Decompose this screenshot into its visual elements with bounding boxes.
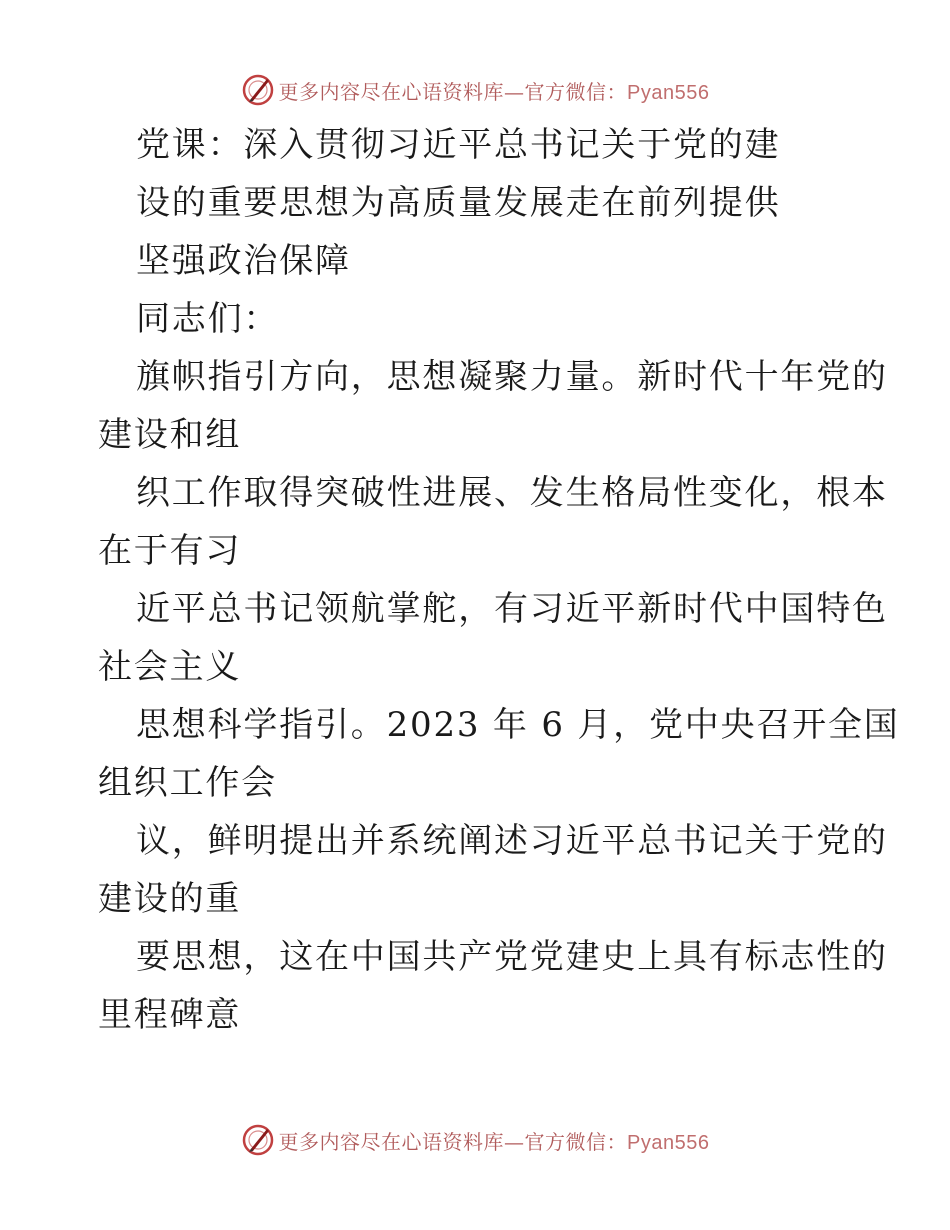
greeting: 同志们： bbox=[136, 299, 280, 339]
banner-text: 更多内容尽在心语资料库—官方微信： bbox=[278, 79, 628, 104]
document-title-line: 坚强政治保障 bbox=[136, 241, 351, 281]
banner-wechat-id: Pyan556 bbox=[627, 1131, 710, 1154]
paragraph-line: 织工作取得突破性进展、发生格局性变化，根本 bbox=[136, 473, 888, 513]
paragraph-line: 建设的重 bbox=[98, 879, 242, 919]
paragraph-line: 议，鲜明提出并系统阐述习近平总书记关于党的 bbox=[136, 821, 888, 861]
paragraph-line: 社会主义 bbox=[98, 647, 242, 687]
paragraph-line: 旗帜指引方向，思想凝聚力量。新时代十年党的 bbox=[136, 357, 888, 397]
banner-wechat-id: Pyan556 bbox=[627, 81, 710, 104]
paragraph-line: 思想科学指引。2023 年 6 月，党中央召开全国 bbox=[136, 705, 900, 745]
paragraph-line: 组织工作会 bbox=[98, 763, 277, 803]
banner-text: 更多内容尽在心语资料库—官方微信： bbox=[278, 1129, 628, 1154]
paragraph-line: 里程碑意 bbox=[98, 995, 242, 1035]
quill-pen-logo-icon bbox=[241, 1123, 275, 1157]
header-watermark-banner bbox=[0, 70, 950, 110]
paragraph-line: 建设和组 bbox=[98, 415, 242, 455]
document-title-line: 设的重要思想为高质量发展走在前列提供 bbox=[136, 183, 781, 223]
paragraph-line: 要思想，这在中国共产党党建史上具有标志性的 bbox=[136, 937, 888, 977]
paragraph-line: 在于有习 bbox=[98, 531, 242, 571]
paragraph-line: 近平总书记领航掌舵，有习近平新时代中国特色 bbox=[136, 589, 888, 629]
document-body bbox=[98, 116, 900, 1044]
footer-watermark-banner bbox=[0, 1120, 950, 1160]
document-title-line: 党课：深入贯彻习近平总书记关于党的建 bbox=[136, 125, 781, 165]
quill-pen-logo-icon bbox=[241, 73, 275, 107]
